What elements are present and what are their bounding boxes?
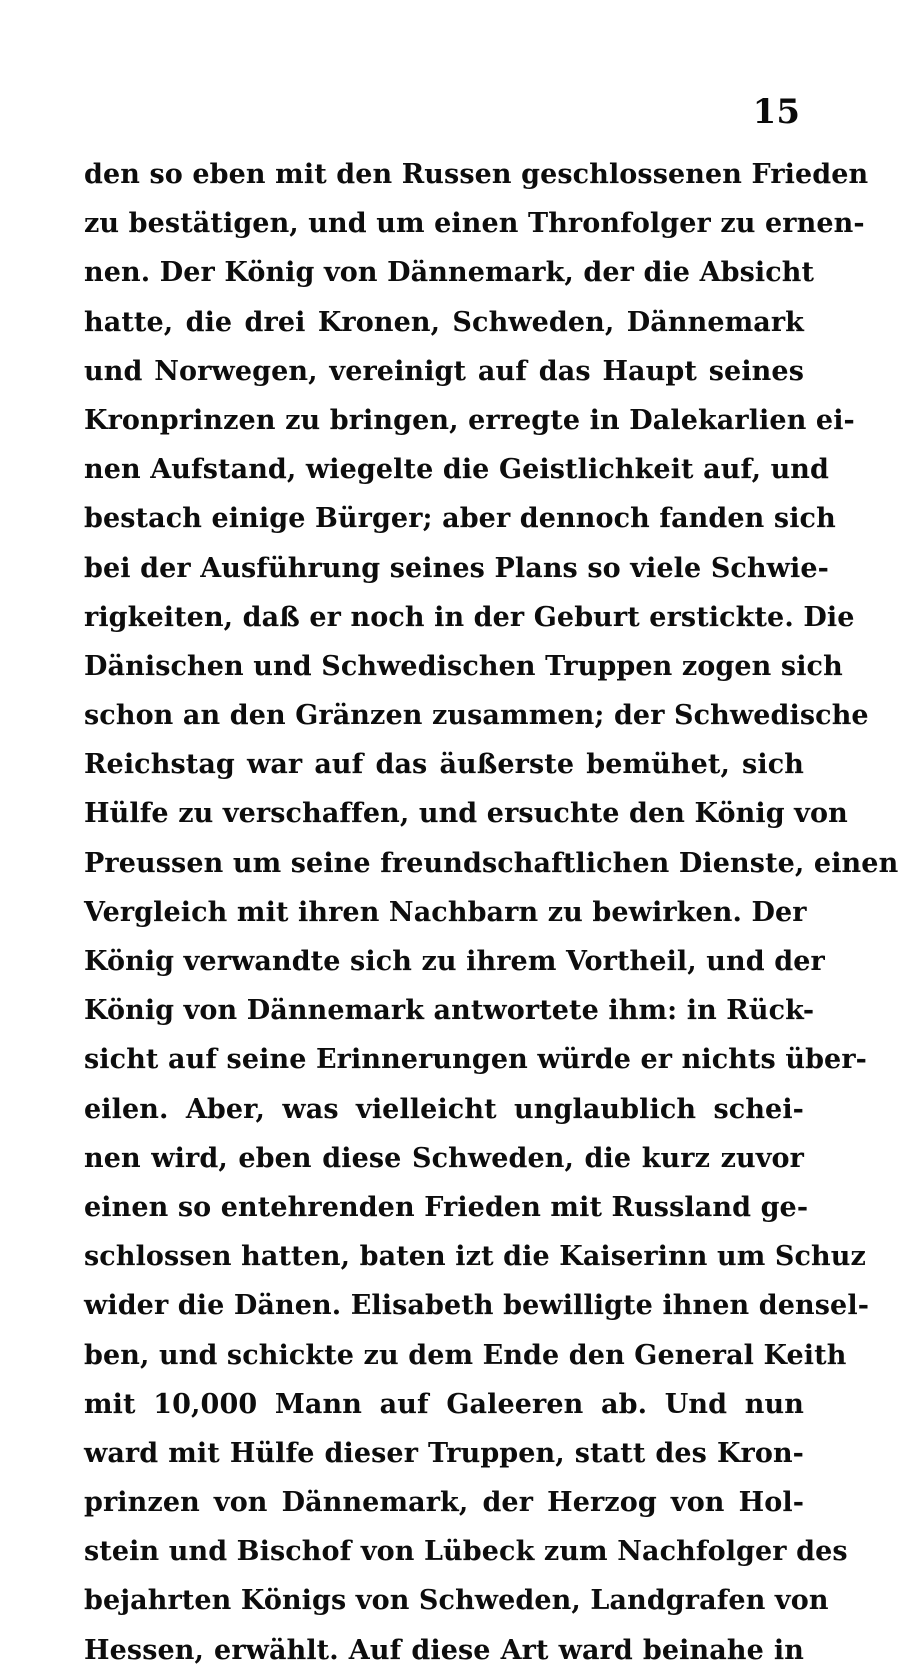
text-line: Hessen, erwählt. Auf diese Art ward beinahe in [84, 1634, 804, 1666]
text-line: mit 10,000 Mann auf Galeeren ab. Und nun [84, 1388, 804, 1420]
text-line: eilen. Aber, was vielleicht unglaublich schei- [84, 1093, 804, 1125]
text-line: prinzen von Dännemark, der Herzog von Hol- [84, 1487, 804, 1519]
body-text [84, 150, 899, 1675]
text-line: Dänischen und Schwedischen Truppen zogen sich [84, 650, 843, 682]
text-line: zu bestätigen, und um einen Thronfolger zu ernen- [84, 208, 865, 240]
text-line: stein und Bischof von Lübeck zum Nachfolger des [84, 1536, 848, 1568]
text-line: bejahrten Königs von Schweden, Landgrafen von [84, 1585, 829, 1617]
text-line: wider die Dänen. Elisabeth bewilligte ihnen densel- [84, 1290, 870, 1322]
text-line: den so eben mit den Russen geschlossenen Frieden [84, 159, 869, 190]
text-line: rigkeiten, daß er noch in der Geburt erstickte. Die [84, 601, 855, 633]
text-line: hatte, die drei Kronen, Schweden, Dännemark [84, 306, 804, 338]
text-line: bestach einige Bürger; aber dennoch fanden sich [84, 503, 836, 535]
text-line: schon an den Gränzen zusammen; der Schwedische [84, 700, 869, 732]
text-line: einen so entehrenden Frieden mit Russland ge- [84, 1191, 809, 1223]
text-line: Kronprinzen zu bringen, erregte in Dalekarlien ei- [84, 404, 855, 436]
text-line: ben, und schickte zu dem Ende den General Keith [84, 1339, 847, 1371]
text-line: und Norwegen, vereinigt auf das Haupt seines [84, 355, 804, 387]
text-line: nen wird, eben diese Schweden, die kurz zuvor [84, 1142, 804, 1174]
text-line: schlossen hatten, baten izt die Kaiserinn um Schuz [84, 1241, 866, 1273]
text-line: bei der Ausführung seines Plans so viele Schwie- [84, 552, 829, 584]
text-line: ward mit Hülfe dieser Truppen, statt des Kron- [84, 1437, 804, 1469]
text-line: König von Dännemark antwortete ihm: in Rück- [84, 995, 815, 1027]
text-line: sicht auf seine Erinnerungen würde er nichts über- [84, 1044, 867, 1076]
text-line: nen. Der König von Dännemark, der die Absicht [84, 257, 815, 289]
text-line: Vergleich mit ihren Nachbarn zu bewirken. Der [84, 896, 807, 928]
text-line: Reichstag war auf das äußerste bemühet, sich [84, 749, 804, 781]
text-line: Preussen um seine freundschaftlichen Dienste, einen [84, 847, 899, 879]
text-line: König verwandte sich zu ihrem Vortheil, und der [84, 946, 825, 977]
page-number: 15 [752, 92, 800, 132]
text-line: Hülfe zu verschaffen, und ersuchte den König von [84, 798, 848, 830]
text-line: nen Aufstand, wiegelte die Geistlichkeit auf, und [84, 454, 830, 486]
